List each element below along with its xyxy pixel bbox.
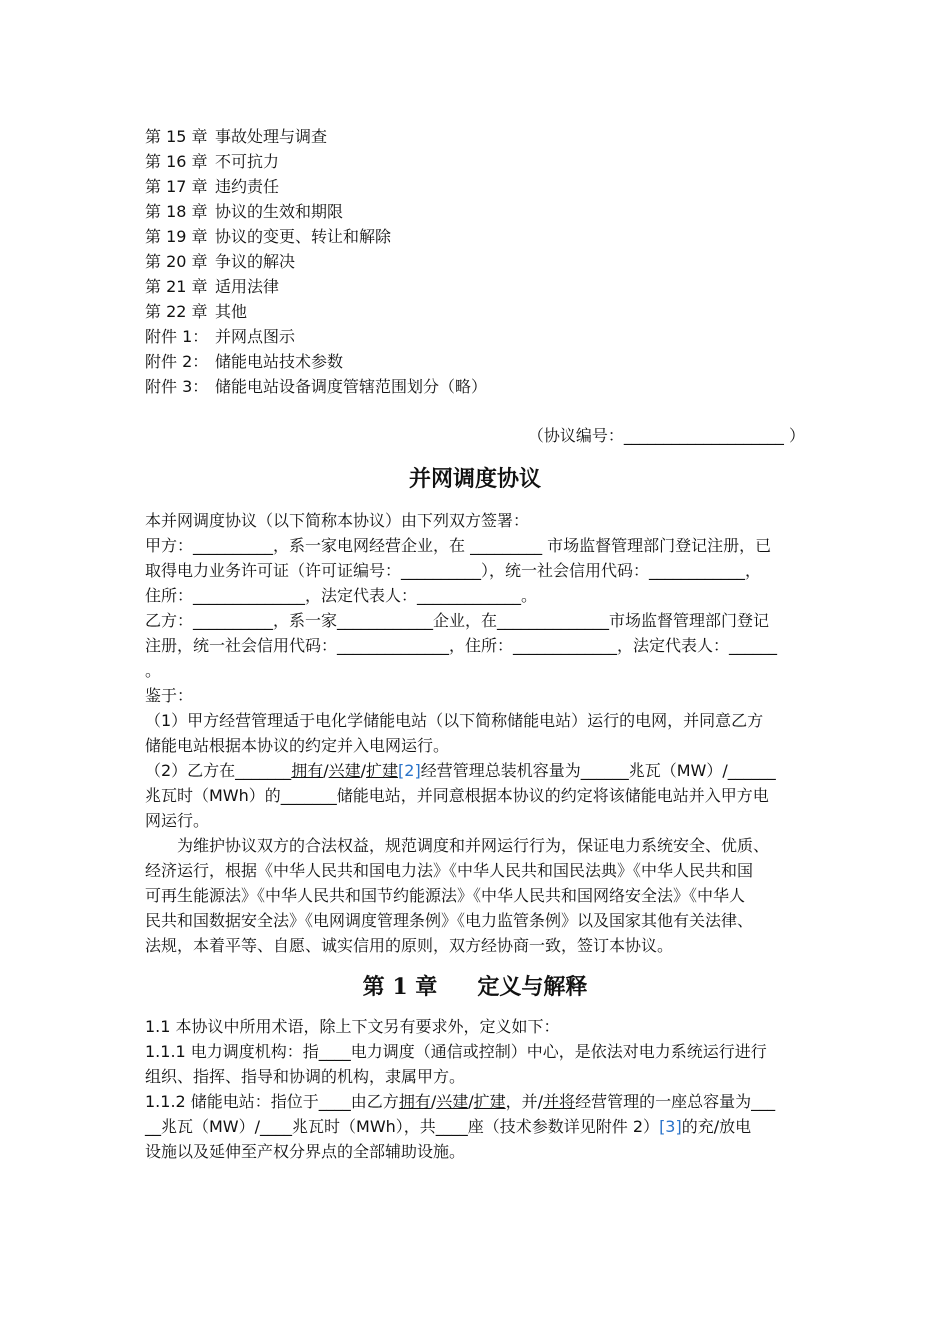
paragraph-line: 储能电站根据本协议的约定并入电网运行。	[145, 736, 450, 755]
text-run: （2）乙方在_______	[145, 761, 292, 780]
whereas-heading: 鉴于：	[145, 686, 194, 705]
toc-item-title: 储能电站技术参数	[215, 352, 344, 371]
toc-item-title: 争议的解决	[215, 252, 296, 271]
whereas-item-2	[145, 758, 805, 833]
paragraph-line: 组织、指挥、指导和协调的机构，隶属甲方。	[145, 1067, 466, 1086]
paragraph-line: 乙方：__________，系一家____________企业，在______________市场监督管理部门登记	[145, 611, 770, 630]
text-run: 经营管理总装机容量为______兆瓦（MW）/______	[420, 761, 776, 780]
paragraph-line: 甲方：__________，系一家电网经营企业，在 _________ 市场监督管理部门登记注册，已	[145, 536, 772, 555]
document-title: 并网调度协议	[408, 466, 541, 492]
toc-item[interactable]	[145, 274, 805, 299]
paragraph-line	[145, 758, 805, 783]
toc-item-number: 第 17 章	[145, 177, 208, 196]
text-run: /	[430, 1092, 437, 1111]
toc-item[interactable]	[145, 374, 805, 399]
toc-item[interactable]	[145, 299, 805, 324]
underlined-option: 扩建	[473, 1092, 506, 1111]
toc-item-number: 第 20 章	[145, 252, 208, 271]
toc-item-number: 附件 3：	[145, 377, 209, 396]
text-run: __兆瓦（MW）/____兆瓦时（MWh），共____座（技术参数详见附件 2）	[145, 1117, 660, 1136]
paragraph-line	[145, 1114, 805, 1139]
paragraph-line: 。	[145, 661, 162, 680]
toc-item[interactable]	[145, 199, 805, 224]
toc-item-number: 第 18 章	[145, 202, 208, 221]
underlined-option: 并将	[543, 1092, 576, 1111]
underlined-option: 拥有	[398, 1092, 431, 1111]
paragraph-line: 住所：______________，法定代表人：_____________。	[145, 586, 538, 605]
toc-item[interactable]	[145, 124, 805, 149]
table-of-contents	[145, 124, 805, 399]
chapter-title: 定义与解释	[477, 974, 588, 1000]
toc-item-title: 储能电站设备调度管辖范围划分（略）	[215, 377, 488, 396]
text-run: 经营管理的一座总容量为___	[575, 1092, 776, 1111]
chapter-number: 第 1 章	[362, 974, 438, 1000]
paragraph-line: 兆瓦时（MWh）的_______储能电站，并同意根据本协议的约定将该储能电站并入甲方电	[145, 786, 769, 805]
text-run: 的充/放电	[681, 1117, 752, 1136]
clause-1-1-2	[145, 1089, 805, 1164]
text-run: /	[468, 1092, 474, 1111]
toc-item-title: 事故处理与调查	[215, 127, 328, 146]
text-run: /	[323, 761, 329, 780]
toc-item[interactable]	[145, 174, 805, 199]
text-run: /	[360, 761, 366, 780]
toc-item-title: 适用法律	[215, 277, 280, 296]
toc-item-number: 附件 1：	[145, 327, 209, 346]
underlined-option: 拥有	[291, 761, 324, 780]
whereas-item-1	[145, 708, 805, 758]
toc-item[interactable]	[145, 324, 805, 349]
paragraph-line: 1.1.1 电力调度机构：指____电力调度（通信或控制）中心，是依法对电力系统运行进行	[145, 1042, 767, 1061]
footnote-link[interactable]: [3]	[659, 1117, 682, 1136]
toc-item-title: 并网点图示	[215, 327, 296, 346]
text-run: 1.1.2 储能电站：指位于____由乙方	[145, 1092, 399, 1111]
toc-item[interactable]	[145, 224, 805, 249]
toc-item[interactable]	[145, 249, 805, 274]
underlined-option: 扩建	[366, 761, 399, 780]
paragraph-line: 网运行。	[145, 811, 210, 830]
toc-item-number: 附件 2：	[145, 352, 209, 371]
toc-item[interactable]	[145, 349, 805, 374]
toc-item-number: 第 16 章	[145, 152, 208, 171]
toc-item[interactable]	[145, 149, 805, 174]
paragraph-line	[145, 1089, 805, 1114]
toc-item-number: 第 21 章	[145, 277, 208, 296]
footnote-link[interactable]: [2]	[398, 761, 421, 780]
paragraph-line: 为维护协议双方的合法权益，规范调度和并网运行行为，保证电力系统安全、优质、	[177, 836, 770, 855]
paragraph-line: 法规，本着平等、自愿、诚实信用的原则，双方经协商一致，签订本协议。	[145, 936, 674, 955]
chapter-heading	[145, 972, 805, 1002]
clause-1-1-1	[145, 1039, 805, 1089]
toc-item-number: 第 22 章	[145, 302, 208, 321]
toc-item-title: 其他	[215, 302, 248, 321]
document-page	[145, 124, 805, 1164]
party-b-paragraph	[145, 608, 805, 683]
toc-item-number: 第 15 章	[145, 127, 208, 146]
toc-item-title: 协议的变更、转让和解除	[215, 227, 392, 246]
toc-item-title: 违约责任	[215, 177, 280, 196]
intro-text: 本并网调度协议（以下简称本协议）由下列双方签署：	[145, 511, 530, 530]
toc-item-number: 第 19 章	[145, 227, 208, 246]
paragraph-line: 民共和国数据安全法》《电网调度管理条例》《电力监管条例》以及国家其他有关法律、	[145, 911, 754, 930]
paragraph-line: 取得电力业务许可证（许可证编号：__________），统一社会信用代码：____________，	[145, 561, 762, 580]
underlined-option: 兴建	[436, 1092, 469, 1111]
paragraph-line: （1）甲方经营管理适于电化学储能电站（以下简称储能电站）运行的电网，并同意乙方	[145, 711, 764, 730]
clause-1-1: 1.1 本协议中所用术语，除上下文另有要求外，定义如下：	[145, 1017, 560, 1036]
paragraph-line: 经济运行，根据《中华人民共和国电力法》《中华人民共和国民法典》《中华人民共和国	[145, 861, 754, 880]
toc-item-title: 协议的生效和期限	[215, 202, 344, 221]
underlined-option: 兴建	[328, 761, 361, 780]
paragraph-line: 可再生能源法》《中华人民共和国节约能源法》《中华人民共和国网络安全法》《中华人	[145, 886, 746, 905]
toc-item-title: 不可抗力	[215, 152, 280, 171]
preamble-paragraph	[145, 833, 805, 958]
party-a-paragraph	[145, 533, 805, 608]
agreement-number: （协议编号：____________________ ）	[527, 426, 805, 445]
text-run: ，并/	[505, 1092, 544, 1111]
paragraph-line: 注册，统一社会信用代码：______________，住所：_____________，法定代表人：______	[145, 636, 778, 655]
paragraph-line: 设施以及延伸至产权分界点的全部辅助设施。	[145, 1142, 466, 1161]
